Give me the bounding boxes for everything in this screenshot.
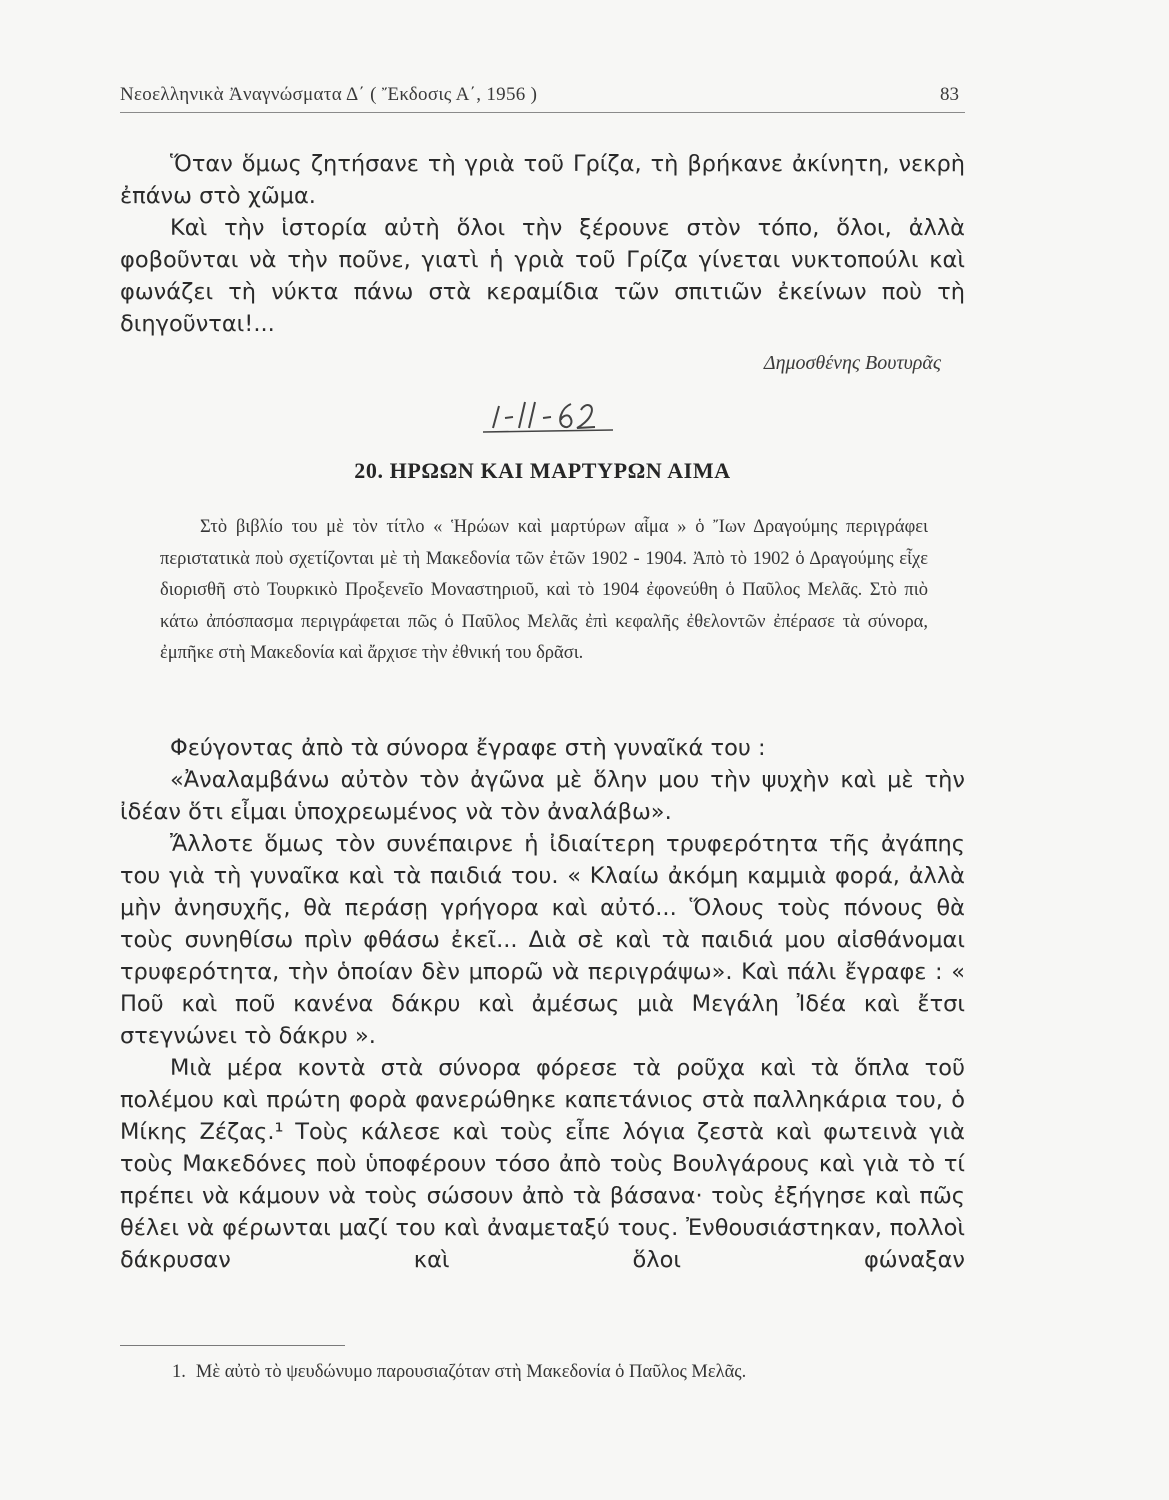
handwritten-date-annotation [477, 388, 617, 438]
paragraph: Ὅταν ὅμως ζητήσανε τὴ γριὰ τοῦ Γρίζα, τὴ βρήκανε ἀκίνητη, νεκρὴ ἐπάνω στὸ χῶμα. [120, 151, 965, 209]
book-page [120, 0, 965, 1500]
section-intro [160, 512, 928, 670]
paragraph: Καὶ τὴν ἱστορία αὐτὴ ὅλοι τὴν ξέρουνε στὸν τόπο, ὅλοι, ἀλλὰ φοβοῦνται νὰ τὴν ποῦνε, γιατὶ ἡ γριὰ τοῦ Γρίζα γίνεται νυκτοπούλι καὶ φωνάζει τὴ νύκτα πάνω στὰ κεραμίδια τῶν σπιτιῶν ἐκείνων ποὺ τὴ διηγοῦνται!... [120, 215, 965, 337]
paragraph: Φεύγοντας ἀπὸ τὰ σύνορα ἔγραφε στὴ γυναῖκά του : [170, 735, 766, 761]
paragraph: «Ἀναλαμβάνω αὐτὸν τὸν ἀγῶνα μὲ ὅλην μου τὴν ψυχὴν καὶ μὲ τὴν ἰδέαν ὅτι εἶμαι ὑποχρεωμένος νὰ τὸν ἀναλάβω». [120, 767, 965, 825]
footnote-number: 1. [172, 1362, 186, 1382]
running-head-title: Νεοελληνικὰ Ἀναγνώσματα Δ΄ ( Ἔκδοσις Α΄, 1956 ) [120, 84, 538, 105]
running-head [120, 84, 965, 113]
footnote-text: Μὲ αὐτὸ τὸ ψευδώνυμο παρουσιαζόταν στὴ Μακεδονία ὁ Παῦλος Μελᾶς. [195, 1362, 747, 1382]
top-passage [120, 148, 965, 340]
section-title: 20. ΗΡΩΩΝ ΚΑΙ ΜΑΡΤΥΡΩΝ ΑΙΜΑ [354, 458, 731, 483]
footnote [172, 1362, 962, 1383]
footnote-divider [120, 1345, 345, 1346]
paragraph: Ἄλλοτε ὅμως τὸν συνέπαιρνε ἡ ἰδιαίτερη τρυφερότητα τῆς ἀγάπης του γιὰ τὴ γυναῖκα καὶ τὰ παιδιά του. « Κλαίω ἀκόμη καμμιὰ φορά, ἀλλὰ μὴν ἀνησυχῆς, θὰ περάσῃ γρήγορα καὶ αὐτό... Ὅλους τοὺς πόνους θὰ τοὺς συνηθίσω πρὶν φθάσω ἐκεῖ... Διὰ σὲ καὶ τὰ παιδιά μου αἰσθάνομαι τρυφερότητα, τὴν ὁποίαν δὲν μπορῶ νὰ περιγράψω». Καὶ πάλι ἔγραφε : « Ποῦ καὶ ποῦ κανένα δάκρυ καὶ ἀμέσως μιὰ Μεγάλη Ἰδέα καὶ ἔτσι στεγνώνει τὸ δάκρυ ». [120, 831, 965, 1049]
paragraph: Μιὰ μέρα κοντὰ στὰ σύνορα φόρεσε τὰ ροῦχα καὶ τὰ ὅπλα τοῦ πολέμου καὶ πρώτη φορὰ φανερώθηκε καπετάνιος στὰ παλληκάρια του, ὁ Μίκης Ζέζας.¹ Τοὺς κάλεσε καὶ τοὺς εἶπε λόγια ζεστὰ καὶ φωτεινὰ γιὰ τοὺς Μακεδόνες ποὺ ὑποφέρουν τόσο ἀπὸ τοὺς Βουλγάρους καὶ γιὰ τὸ τί πρέπει νὰ κάμουν νὰ τοὺς σώσουν ἀπὸ τὰ βάσανα· τοὺς ἐξήγησε καὶ πῶς θέλει νὰ φέρωνται μαζί του καὶ ἀναμεταξύ τους. Ἐνθουσιάστηκαν, πολλοὶ δάκρυσαν καὶ ὅλοι φώναξαν [120, 1055, 965, 1273]
intro-paragraph: Στὸ βιβλίο του μὲ τὸν τίτλο « Ἡρώων καὶ μαρτύρων αἷμα » ὁ Ἴων Δραγούμης περιγράφει περιστατικὰ ποὺ σχετίζονται μὲ τὴ Μακεδονία τῶν ἐτῶν 1902 - 1904. Ἀπὸ τὸ 1902 ὁ Δραγούμης εἶχε διορισθῆ στὸ Τουρκικὸ Προξενεῖο Μοναστηριοῦ, καὶ τὸ 1904 ἐφονεύθη ὁ Παῦλος Μελᾶς. Στὸ πιὸ κάτω ἀπόσπασμα περιγράφεται πῶς ὁ Παῦλος Μελᾶς ἐπὶ κεφαλῆς ἐθελοντῶν ἐπέρασε τὰ σύνορα, ἐμπῆκε στὴ Μακεδονία καὶ ἄρχισε τὴν ἐθνική του δρᾶσι. [160, 517, 928, 663]
author-signature: Δημοσθένης Βουτυρᾶς [763, 352, 941, 374]
main-text [120, 732, 965, 1276]
page-number: 83 [940, 84, 959, 105]
